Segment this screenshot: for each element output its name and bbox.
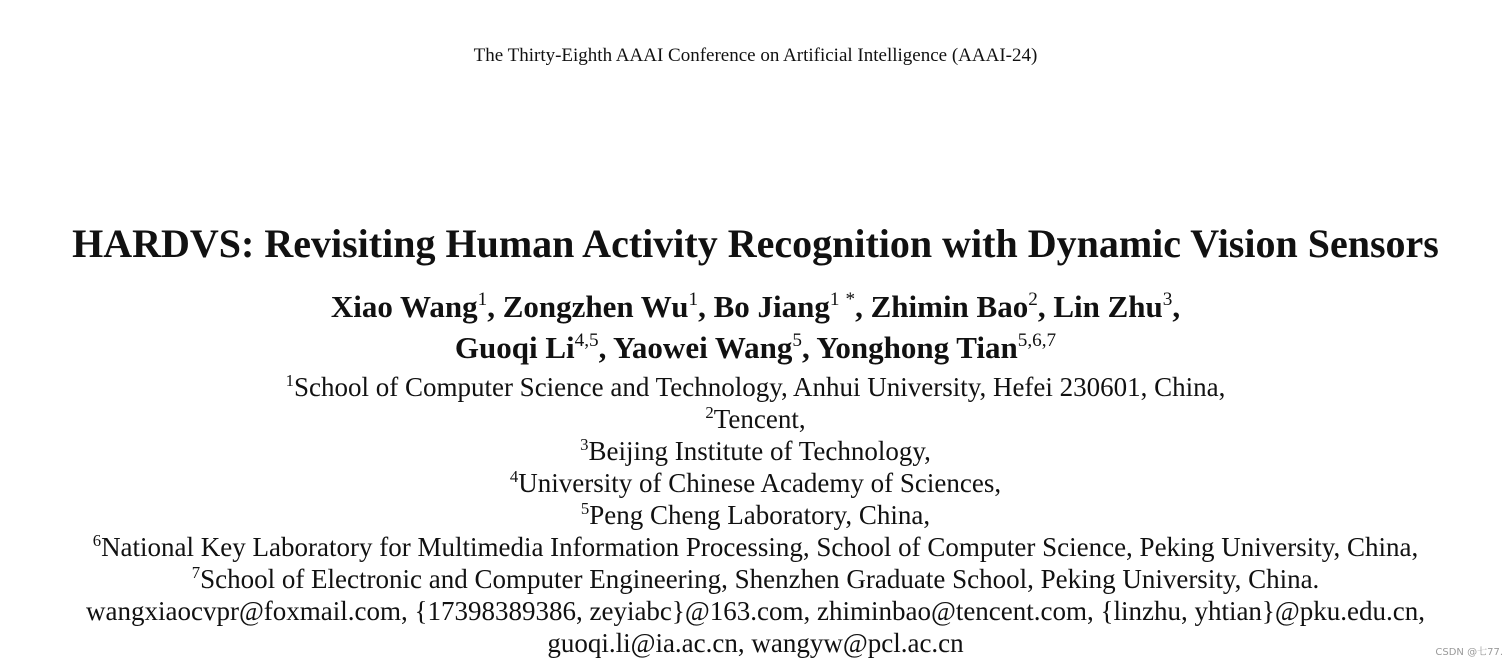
author-separator: ,	[1172, 289, 1181, 324]
author-affil-mark: 2	[1028, 289, 1038, 311]
author-line-2	[0, 327, 1511, 368]
email-line: wangxiaocvpr@foxmail.com, {17398389386, zeyiabc}@163.com, zhiminbao@tencent.com, {linzhu, yhtian}@pku.edu.cn,	[86, 596, 1425, 626]
author-separator: ,	[1037, 289, 1054, 324]
affiliation-line	[0, 499, 1511, 531]
author-name: Bo Jiang	[713, 289, 830, 324]
author-affil-mark: 1	[477, 289, 488, 311]
conference-header: The Thirty-Eighth AAAI Conference on Artificial Intelligence (AAAI-24)	[473, 45, 1038, 66]
author-affil-mark: 1	[688, 289, 699, 311]
affiliation-list	[0, 371, 1511, 659]
author-list	[0, 286, 1511, 368]
author-separator: ,	[855, 289, 871, 324]
affil-number: 1	[285, 370, 294, 390]
affil-number: 4	[509, 466, 519, 486]
author-affil-mark: 3	[1162, 289, 1173, 311]
corresponding-author-mark: *	[845, 289, 856, 311]
affiliation-line	[0, 435, 1511, 467]
affil-text: University of Chinese Academy of Sciences,	[518, 468, 1002, 498]
author-separator: ,	[698, 289, 714, 324]
affil-number: 3	[580, 434, 589, 454]
affil-text: School of Computer Science and Technology, Anhui University, Hefei 230601, China,	[293, 372, 1226, 402]
affil-number: 5	[580, 498, 590, 518]
affil-text: Peng Cheng Laboratory, China,	[589, 500, 931, 530]
author-name: Yaowei Wang	[612, 330, 793, 365]
author-separator: ,	[598, 330, 613, 365]
watermark: CSDN @七77.	[1435, 647, 1503, 658]
author-name: Zongzhen Wu	[502, 289, 689, 324]
affiliation-line	[0, 403, 1511, 435]
affil-text: Beijing Institute of Technology,	[588, 436, 931, 466]
affil-number: 2	[705, 402, 714, 422]
affil-number: 6	[92, 530, 102, 550]
author-affil-mark: 5,6,7	[1017, 330, 1057, 352]
author-name: Xiao Wang	[330, 289, 478, 324]
author-name: Yonghong Tian	[816, 330, 1018, 365]
affiliation-line	[0, 467, 1511, 499]
author-name: Guoqi Li	[454, 330, 575, 365]
author-name: Lin Zhu	[1053, 289, 1163, 324]
author-separator: ,	[487, 289, 503, 324]
author-separator: ,	[802, 330, 817, 365]
author-affil-mark: 4,5	[574, 330, 599, 352]
affiliation-line	[0, 531, 1511, 563]
affil-text: School of Electronic and Computer Engineering, Shenzhen Graduate School, Peking University, China.	[200, 564, 1320, 594]
affiliation-line	[0, 371, 1511, 403]
affil-text: Tencent,	[713, 404, 806, 434]
affil-number: 7	[191, 562, 201, 582]
paper-title: HARDVS: Revisiting Human Activity Recognition with Dynamic Vision Sensors	[72, 221, 1439, 266]
author-affil-mark: 1	[829, 289, 840, 311]
email-line: guoqi.li@ia.ac.cn, wangyw@pcl.ac.cn	[547, 628, 964, 658]
affiliation-line	[0, 563, 1511, 595]
author-line-1	[0, 286, 1511, 327]
affil-text: National Key Laboratory for Multimedia Information Processing, School of Computer Science, Peking University, China,	[101, 532, 1419, 562]
author-affil-mark: 5	[792, 330, 803, 352]
author-name: Zhimin Bao	[870, 289, 1029, 324]
